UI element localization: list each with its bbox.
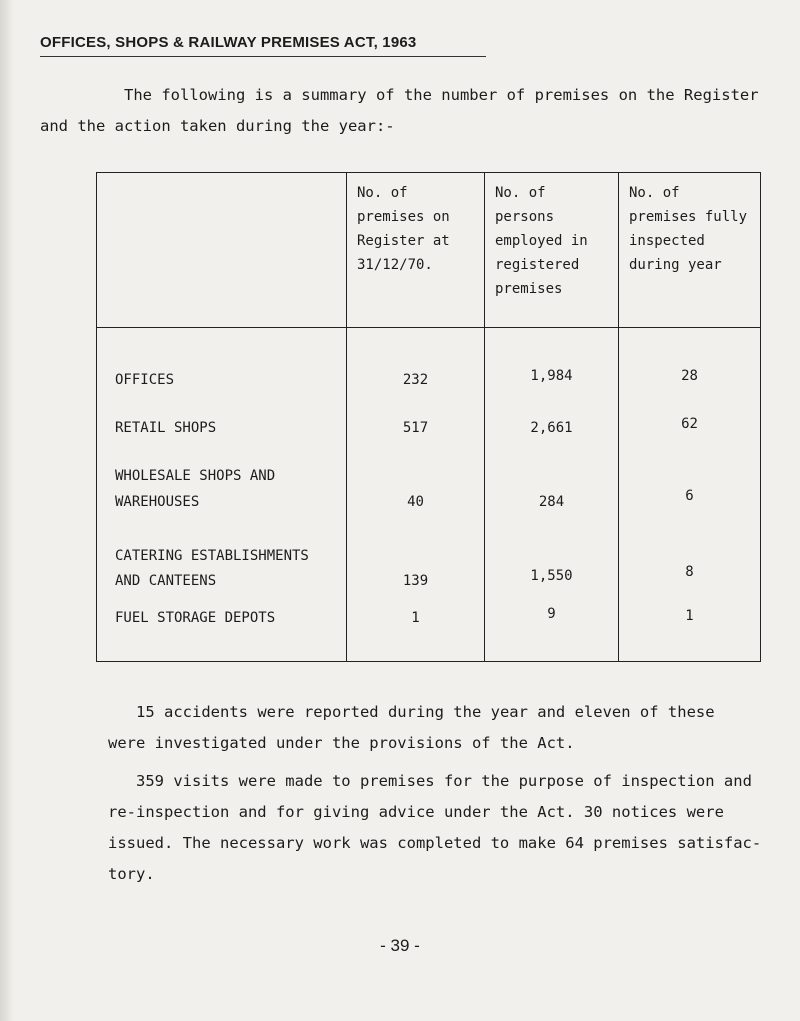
category-label-wholesale: WHOLESALE SHOPS AND [115, 468, 276, 484]
visits-line: tory. [108, 865, 155, 883]
visits-line: re-inspection and for giving advice under the Act. 30 notices were [108, 803, 724, 821]
accidents-line: 15 accidents were reported during the year and eleven of these [136, 703, 715, 721]
inspected-value: 1 [685, 608, 694, 624]
page-edge-shadow [0, 0, 14, 1021]
inspected-value: 28 [681, 368, 698, 384]
visits-line: 359 visits were made to premises for the purpose of inspection and [136, 772, 752, 790]
page-number: - 39 - [380, 936, 420, 955]
persons-value: 1,984 [530, 368, 573, 384]
header-line: premises [495, 281, 563, 297]
registered-value: 232 [402, 372, 429, 388]
category-header-cell [97, 173, 347, 328]
header-line: No. of [357, 185, 408, 201]
accidents-paragraph [108, 697, 715, 759]
heading-underline [40, 56, 486, 57]
inspected-column [619, 328, 761, 662]
persons-value: 2,661 [530, 420, 573, 436]
persons-value: 1,550 [530, 568, 573, 584]
inspected-value: 6 [685, 488, 694, 504]
table-header-row [97, 173, 761, 328]
category-label-fuel-depots: FUEL STORAGE DEPOTS [115, 610, 276, 626]
category-column [97, 328, 347, 662]
visits-line: issued. The necessary work was completed to make 64 premises satisfac- [108, 834, 762, 852]
header-line: premises on [357, 209, 450, 225]
registered-value: 1 [411, 610, 420, 626]
registered-column [347, 328, 485, 662]
header-line: Register at [357, 233, 450, 249]
section-heading: OFFICES, SHOPS & RAILWAY PREMISES ACT, 1963 [40, 34, 417, 51]
header-line: persons [495, 209, 555, 225]
registered-value: 40 [407, 494, 424, 510]
inspected-value: 8 [685, 564, 694, 580]
header-line: registered [495, 257, 580, 273]
category-label-offices: OFFICES [115, 372, 175, 388]
inspected-value: 62 [681, 416, 698, 432]
header-line: No. of [629, 185, 680, 201]
header-line: during year [629, 257, 722, 273]
persons-value: 284 [538, 494, 565, 510]
premises-summary-table [96, 172, 761, 662]
category-label-catering: AND CANTEENS [115, 573, 217, 589]
category-label-catering: CATERING ESTABLISHMENTS [115, 548, 309, 564]
header-line: No. of [495, 185, 546, 201]
accidents-line: were investigated under the provisions of the Act. [108, 734, 575, 752]
intro-line: and the action taken during the year:- [40, 117, 395, 135]
header-line: employed in [495, 233, 588, 249]
header-line: 31/12/70. [357, 257, 433, 273]
table-body-row [97, 328, 761, 662]
header-line: premises fully [629, 209, 748, 225]
persons-header-cell [485, 173, 619, 328]
category-label-retail-shops: RETAIL SHOPS [115, 420, 217, 436]
inspected-header-cell [619, 173, 761, 328]
visits-paragraph [108, 766, 762, 890]
registered-header-cell [347, 173, 485, 328]
persons-value: 9 [547, 606, 556, 622]
registered-value: 139 [402, 573, 429, 589]
registered-value: 517 [402, 420, 429, 436]
intro-line: The following is a summary of the number of premises on the Register [124, 86, 759, 104]
header-line: inspected [629, 233, 705, 249]
category-label-wholesale: WAREHOUSES [115, 494, 200, 510]
persons-column [485, 328, 619, 662]
intro-paragraph [40, 80, 759, 142]
